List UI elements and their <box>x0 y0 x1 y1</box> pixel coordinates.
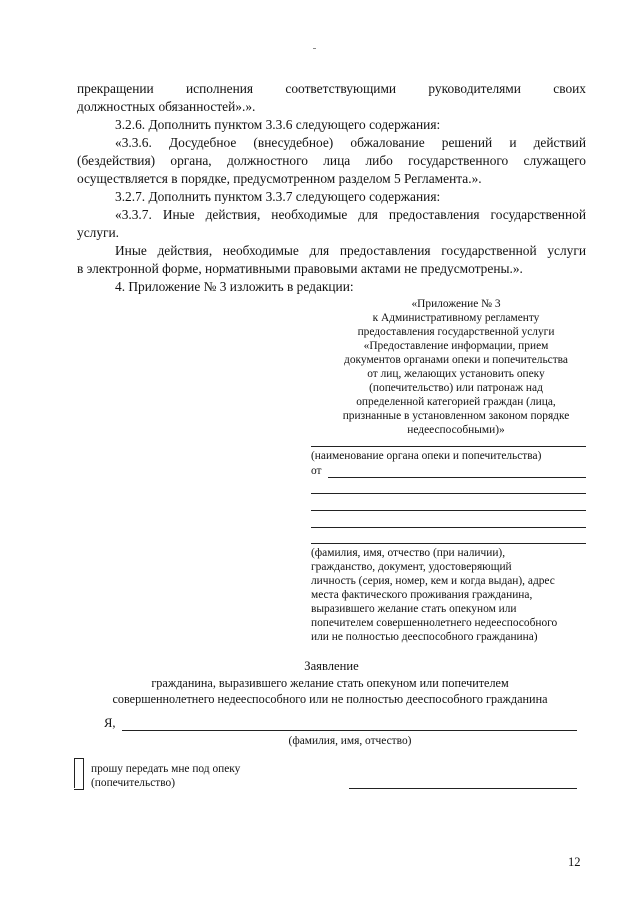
option-1-line-2: (попечительство) <box>91 777 176 789</box>
applicant-line-3[interactable] <box>311 510 586 511</box>
statement-subtitle-line-2: совершеннолетнего недееспособного или не полностью дееспособного гражданина <box>112 692 548 706</box>
applicant-caption <box>311 546 596 644</box>
paragraph-7: 4. Приложение № 3 изложить в редакции: <box>115 279 354 294</box>
option-1-line-1: прошу передать мне под опеку <box>91 763 241 775</box>
page-number: 12 <box>568 855 581 869</box>
org-caption: (наименование органа опеки и попечительства) <box>311 450 542 462</box>
statement-title: Заявление <box>304 659 359 673</box>
paragraph-6-line-2: в электронной форме, нормативными правовыми актами не предусмотрены.». <box>77 261 523 276</box>
appendix-line-1: «Приложение № 3 <box>411 298 501 310</box>
paragraph-2: 3.2.6. Дополнить пунктом 3.3.6 следующего содержания: <box>115 117 441 132</box>
option-1-label <box>91 762 331 790</box>
paragraph-6-line-1: Иные действия, необходимые для предоставления государственной услуги <box>115 243 586 258</box>
applicant-caption-line-7: или не полностью дееспособного гражданина) <box>311 631 538 643</box>
paragraph-1-line-1: прекращении исполнения соответствующими руководителями своих <box>77 81 586 96</box>
appendix-line-6: от лиц, желающих установить опеку <box>367 368 545 380</box>
i-label: Я, <box>104 716 116 730</box>
appendix-line-3: предоставления государственной услуги <box>357 326 555 338</box>
appendix-line-8: определенной категорией граждан (лица, <box>356 396 556 408</box>
from-label: от <box>311 465 322 477</box>
statement-subtitle <box>60 675 600 707</box>
applicant-line-4[interactable] <box>311 527 586 528</box>
appendix-line-10: недееспособными)» <box>407 424 505 436</box>
paragraph-5-line-2: услуги. <box>77 225 120 240</box>
applicant-caption-line-2: гражданство, документ, удостоверяющий <box>311 561 512 573</box>
paragraph-5-line-1: «3.3.7. Иные действия, необходимые для предоставления государственной <box>115 207 586 222</box>
applicant-caption-line-5: выразившего желание стать опекуном или <box>311 603 517 615</box>
paragraph-4: 3.2.7. Дополнить пунктом 3.3.7 следующего содержания: <box>115 189 441 204</box>
appendix-line-4: «Предоставление информации, прием <box>363 340 549 352</box>
applicant-caption-line-6: попечителем совершеннолетнего недееспособного <box>311 617 558 629</box>
org-name-line[interactable] <box>311 446 586 447</box>
paragraph-3-line-2: (бездействия) органа, должностного лица либо государственного служащего <box>77 153 586 168</box>
applicant-caption-line-3: личность (серия, номер, кем и когда выдан), адрес <box>311 575 555 587</box>
paragraph-1-line-2: должностных обязанностей».». <box>77 99 256 114</box>
applicant-caption-line-4: места фактического проживания гражданина, <box>311 589 533 601</box>
applicant-caption-line-1: (фамилия, имя, отчество (при наличии), <box>311 547 506 559</box>
applicant-line-5[interactable] <box>311 543 586 544</box>
appendix-line-7: (попечительство) или патронаж над <box>369 382 543 394</box>
paragraph-3-line-1: «3.3.6. Досудебное (внесудебное) обжалование решений и действий <box>115 135 586 150</box>
paragraph-3-line-3: осуществляется в порядке, предусмотренном разделом 5 Регламента.». <box>77 171 482 186</box>
full-name-line[interactable] <box>122 730 577 731</box>
appendix-header <box>322 297 590 437</box>
scan-mark <box>313 48 316 49</box>
applicant-line-2[interactable] <box>311 493 586 494</box>
appendix-line-5: документов органами опеки и попечительства <box>344 354 568 366</box>
appendix-line-9: признанные в установленном законом порядке <box>342 410 570 422</box>
option-1-signature-line[interactable] <box>349 788 577 789</box>
appendix-line-2: к Административному регламенту <box>372 312 540 324</box>
option-1-checkbox[interactable] <box>74 758 84 790</box>
statement-subtitle-line-1: гражданина, выразившего желание стать опекуном или попечителем <box>151 676 509 690</box>
full-name-caption: (фамилия, имя, отчество) <box>288 735 412 747</box>
applicant-line-1[interactable] <box>328 477 586 478</box>
